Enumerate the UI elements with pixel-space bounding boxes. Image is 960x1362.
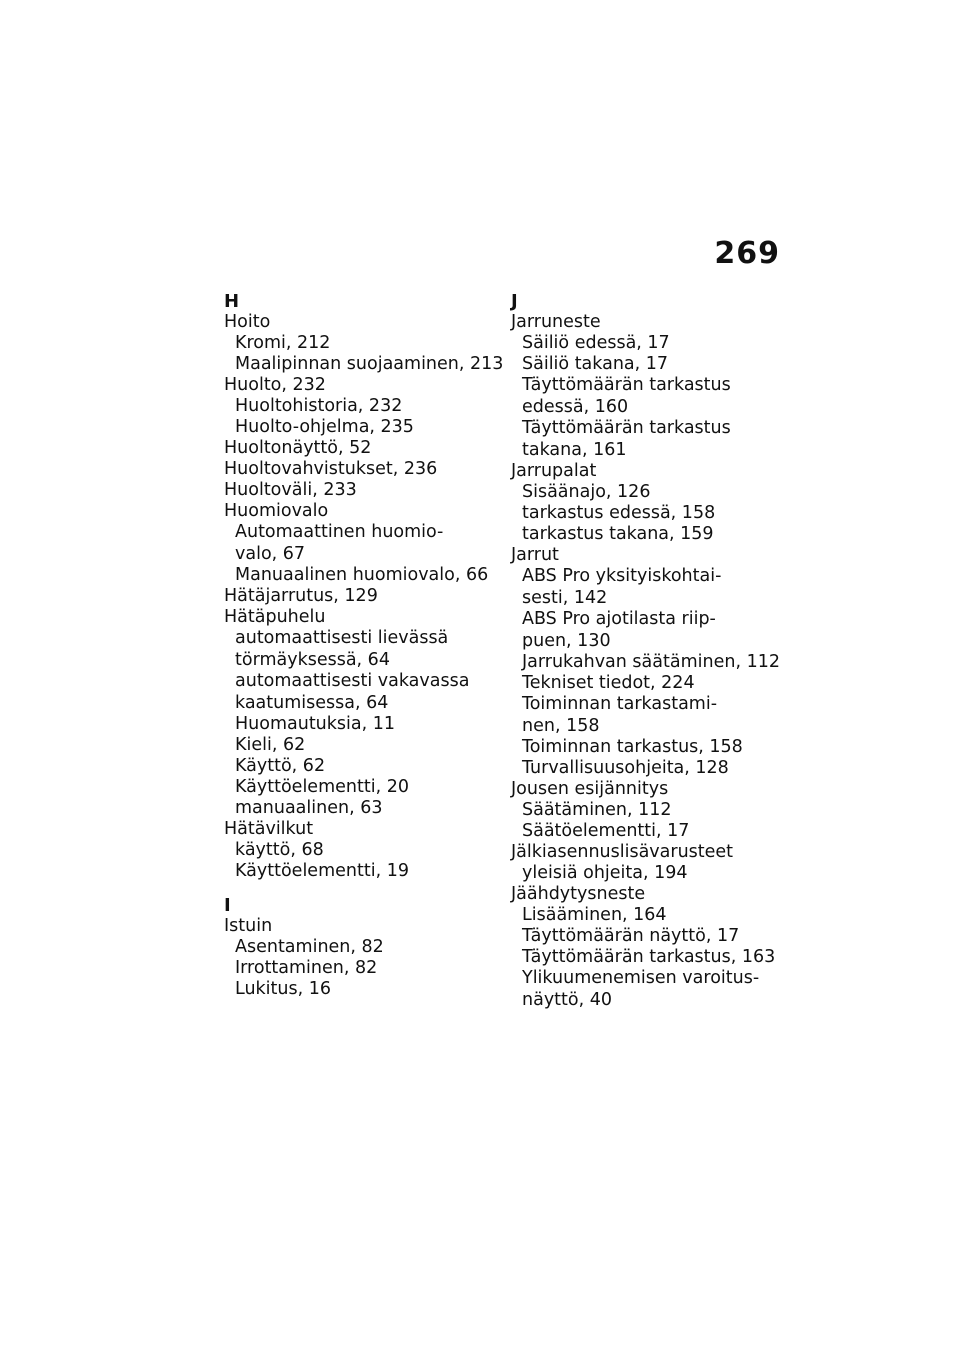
index-subentry: Manuaalinen huomiovalo, 66 <box>235 565 489 585</box>
index-letter-heading: H <box>224 291 240 312</box>
index-subentry: ABS Pro ajotilasta riip- <box>522 609 716 629</box>
index-subentry: Käyttö, 62 <box>235 756 326 776</box>
index-entry: Hoito <box>224 312 271 332</box>
index-subentry: käyttö, 68 <box>235 840 324 860</box>
index-subentry: yleisiä ohjeita, 194 <box>522 863 688 883</box>
index-entry: Jälkiasennuslisävarusteet <box>511 842 734 862</box>
index-entry-continuation: kaatumisessa, 64 <box>235 693 389 713</box>
index-subentry: Jarrukahvan säätäminen, 112 <box>522 652 780 672</box>
index-entry: Huomiovalo <box>224 501 329 521</box>
index-subentry: Säiliö takana, 17 <box>522 354 669 374</box>
index-subentry: Tekniset tiedot, 224 <box>522 673 695 693</box>
index-entry-continuation: edessä, 160 <box>522 397 629 417</box>
index-subentry: tarkastus edessä, 158 <box>522 503 716 523</box>
index-subentry: Huolto-ohjelma, 235 <box>235 417 414 437</box>
index-subentry: Huoltohistoria, 232 <box>235 396 403 416</box>
index-subentry: Lukitus, 16 <box>235 979 331 999</box>
index-subentry: Huomautuksia, 11 <box>235 714 396 734</box>
index-entry: Hätäpuhelu <box>224 607 326 627</box>
index-subentry: ABS Pro yksityiskohtai- <box>522 566 722 586</box>
index-entry: Hätäjarrutus, 129 <box>224 586 378 606</box>
index-subentry: Säiliö edessä, 17 <box>522 333 670 353</box>
index-entry-continuation: törmäyksessä, 64 <box>235 650 390 670</box>
index-subentry: Täyttömäärän tarkastus <box>522 375 731 395</box>
index-entry-continuation: nen, 158 <box>522 716 600 736</box>
index-entry: Jarruneste <box>511 312 601 332</box>
index-entry: Jarrupalat <box>511 461 597 481</box>
index-subentry: Toiminnan tarkastus, 158 <box>522 737 743 757</box>
index-subentry: automaattisesti lievässä <box>235 628 449 648</box>
index-entry-continuation: näyttö, 40 <box>522 990 612 1010</box>
index-letter-heading: I <box>224 895 231 916</box>
index-entry-continuation: puen, 130 <box>522 631 611 651</box>
index-subentry: Lisääminen, 164 <box>522 905 667 925</box>
index-subentry: Täyttömäärän tarkastus, 163 <box>522 947 776 967</box>
index-entry: Istuin <box>224 916 273 936</box>
index-entry: Jousen esijännitys <box>511 779 669 799</box>
index-entry: Huolto, 232 <box>224 375 326 395</box>
index-subentry: Toiminnan tarkastami- <box>522 694 718 714</box>
index-subentry: Kieli, 62 <box>235 735 306 755</box>
index-subentry: manuaalinen, 63 <box>235 798 383 818</box>
index-entry-continuation: sesti, 142 <box>522 588 608 608</box>
index-subentry: Käyttöelementti, 20 <box>235 777 409 797</box>
index-subentry: Irrottaminen, 82 <box>235 958 378 978</box>
index-entry: Huoltonäyttö, 52 <box>224 438 372 458</box>
index-subentry: Sisäänajo, 126 <box>522 482 651 502</box>
index-subentry: Automaattinen huomio- <box>235 522 444 542</box>
index-column-left <box>224 292 504 1000</box>
index-subentry: Kromi, 212 <box>235 333 331 353</box>
index-subentry: Turvallisuusohjeita, 128 <box>522 758 729 778</box>
index-letter-heading: J <box>511 291 518 312</box>
index-subentry: Täyttömäärän näyttö, 17 <box>522 926 740 946</box>
index-subentry: Säätöelementti, 17 <box>522 821 690 841</box>
index-subentry: automaattisesti vakavassa <box>235 671 470 691</box>
index-entry: Huoltovahvistukset, 236 <box>224 459 438 479</box>
index-subentry: Asentaminen, 82 <box>235 937 384 957</box>
index-subentry: Säätäminen, 112 <box>522 800 672 820</box>
index-entry: Jäähdytysneste <box>511 884 646 904</box>
index-subentry: Ylikuumenemisen varoitus- <box>522 968 760 988</box>
page-number: 269 <box>714 236 780 271</box>
index-entry: Jarrut <box>511 545 559 565</box>
index-subentry: Maalipinnan suojaaminen, 213 <box>235 354 504 374</box>
index-entry-continuation: takana, 161 <box>522 440 627 460</box>
index-subentry: Käyttöelementti, 19 <box>235 861 409 881</box>
index-column-right <box>511 292 791 1011</box>
index-entry-continuation: valo, 67 <box>235 544 306 564</box>
index-subentry: Täyttömäärän tarkastus <box>522 418 731 438</box>
index-entry: Huoltoväli, 233 <box>224 480 357 500</box>
index-subentry: tarkastus takana, 159 <box>522 524 714 544</box>
index-entry: Hätävilkut <box>224 819 314 839</box>
